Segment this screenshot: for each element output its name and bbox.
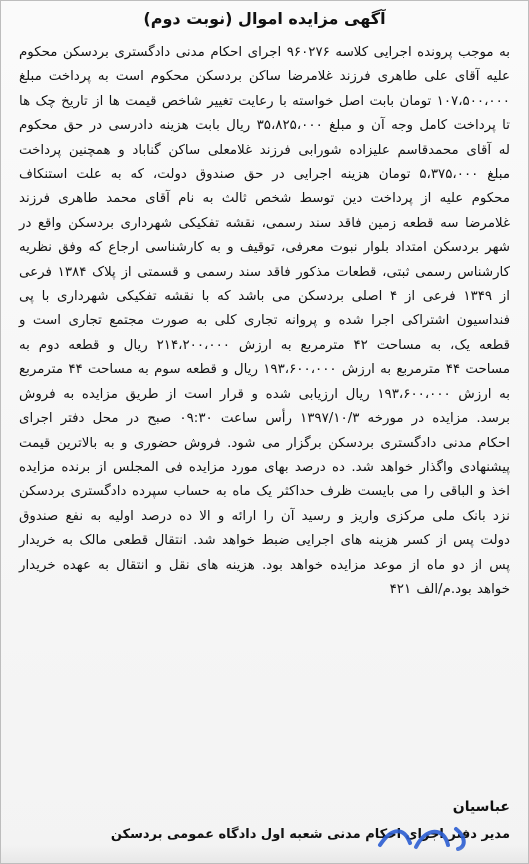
notice-title: آگهی مزایده اموال (نوبت دوم) [143,9,386,28]
notice-body: به موجب پرونده اجرایی کلاسه ۹۶۰۲۷۶ اجرای احکام مدنی دادگستری بردسکن محکوم علیه آقای علی طاهری فرزند غلامرضا ساکن بردسکن محکوم است به پرداخت مبلغ ۱۰۷،۵۰۰،۰۰۰ تومان بابت اصل خواسته با رعایت تغییر شاخص قیمت ها از تاریخ چک ها تا پرداخت کامل وجه آن و مبلغ ۳۵،۸۲۵،۰۰۰ ریال بابت هزینه دادرسی در حق محکوم له آقای محمدقاسم علیزاده شورابی فرزند غلامعلی ساکن گناباد و همچنین پرداخت مبلغ ۵،۳۷۵،۰۰۰ تومان هزینه اجرایی در حق صندوق دولت، که به علت استنکاف محکوم علیه از پرداخت دین توسط شخص ثالث به نام آقای محمد طاهری فرزند غلامرضا سه قطعه زمین فاقد سند رسمی، نقشه تفکیکی شهرداری بردسکن واقع در شهر بردسکن امتداد بلوار نبوت معرفی، توقیف و به کارشناسی ارجاع که وفق نظریه کارشناس رسمی ثبتی، قطعات مذکور فاقد سند رسمی و قسمتی از پلاک ۱۳۸۴ فرعی از ۱۳۴۹ فرعی از ۴ اصلی بردسکن می باشد که با نقشه تفکیکی شهرداری با پی فنداسیون اشتراکی اجرا شده و پروانه تجاری کلی به صورت مجتمع تجاری است و قطعه یک، به مساحت ۴۲ مترمربع به ارزش ۲۱۴،۲۰۰،۰۰۰ ریال و قطعه دوم به مساحت ۴۴ مترمربع به ارزش ۱۹۳،۶۰۰،۰۰۰ ریال و قطعه سوم به مساحت ۴۴ مترمربع به ارزش ۱۹۳،۶۰۰،۰۰۰ ریال ارزیابی شده و قرار است از طریق مزایده به فروش برسد. مزایده در مورخه ۱۳۹۷/۱۰/۳ رأس ساعت ۰۹:۳۰ صبح در محل دفتر اجرای احکام مدنی دادگستری بردسکن برگزار می شود. فروش حضوری و به بالاترین قیمت پیشنهادی واگذار خواهد شد. ده درصد بهای مورد مزایده فی المجلس از برنده مزایده اخذ و الباقی را می بایست ظرف حداکثر یک ماه به حساب سپرده دادگستری بردسکن نزد بانک ملی مرکزی واریز و رسید آن را ارائه و الا ده درصد اولیه به نفع صندوق دولت پس از کسر هزینه های اجرایی ضبط خواهد شد. انتقال قطعی مالک به خریدار پس از دو ماه از موعد مزایده خواهد بود. هزینه های نقل و انتقال به عهده خریدار خواهد بود.م/الف ۴۲۱ [19,45,511,597]
signatory-name: عباسیان [452,799,510,815]
issuing-office: مدیر دفتر اجرای احکام مدنی شعبه اول دادگاه عمومی بردسکن [110,827,510,842]
scan-shadow [1,845,528,863]
